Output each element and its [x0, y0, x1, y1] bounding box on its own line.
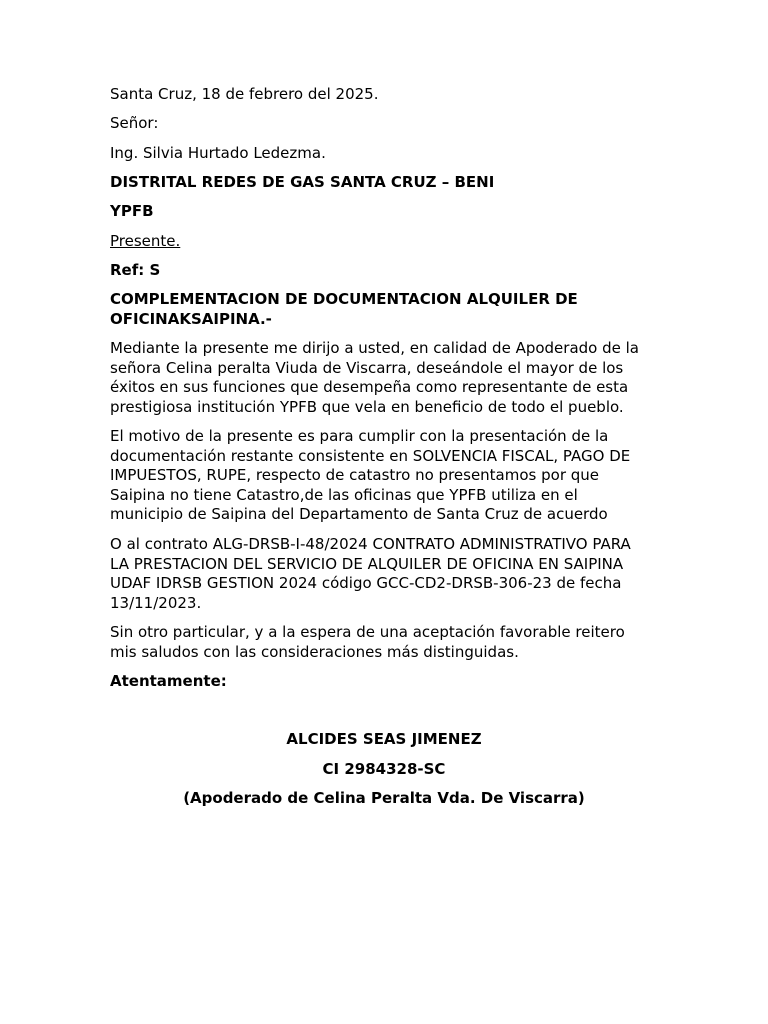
paragraph-line: señora Celina peralta Viuda de Viscarra, deseándole el mayor de los	[110, 358, 624, 377]
paragraph-contract	[110, 535, 670, 613]
paragraph-line: éxitos en sus funciones que desempeña como representante de esta	[110, 378, 629, 397]
recipient-office: DISTRITAL REDES DE GAS SANTA CRUZ – BENI	[110, 173, 495, 191]
presente-line: Presente.	[110, 232, 181, 250]
place-date: Santa Cruz, 18 de febrero del 2025.	[110, 85, 379, 103]
paragraph-line: LA PRESTACION DEL SERVICIO DE ALQUILER DE OFICINA EN SAIPINA	[110, 554, 624, 573]
closing-word: Atentamente:	[110, 672, 227, 690]
signature-name: ALCIDES SEAS JIMENEZ	[286, 730, 482, 748]
salutation: Señor:	[110, 114, 159, 132]
paragraph-line: 13/11/2023.	[110, 593, 202, 612]
paragraph-line: Saipina no tiene Catastro,de las oficinas que YPFB utiliza en el	[110, 485, 578, 504]
paragraph-intro	[110, 339, 670, 417]
signature-role: (Apoderado de Celina Peralta Vda. De Viscarra)	[183, 789, 585, 807]
paragraph-line: mis saludos con las consideraciones más distinguidas.	[110, 642, 519, 661]
subject	[110, 290, 670, 329]
paragraph-line: IMPUESTOS, RUPE, respecto de catastro no presentamos por que	[110, 466, 600, 485]
subject-line: COMPLEMENTACION DE DOCUMENTACION ALQUILER DE	[110, 290, 578, 308]
recipient-org: YPFB	[110, 202, 154, 220]
paragraph-motive	[110, 427, 670, 525]
paragraph-line: prestigiosa institución YPFB que vela en beneficio de todo el pueblo.	[110, 397, 624, 416]
recipient-name: Ing. Silvia Hurtado Ledezma.	[110, 144, 326, 162]
paragraph-line: Sin otro particular, y a la espera de una aceptación favorable reitero	[110, 623, 625, 641]
paragraph-closing	[110, 623, 670, 662]
paragraph-line: El motivo de la presente es para cumplir con la presentación de la	[110, 427, 609, 445]
paragraph-line: documentación restante consistente en SOLVENCIA FISCAL, PAGO DE	[110, 446, 631, 465]
subject-line: OFICINAKSAIPINA.-	[110, 309, 272, 328]
signature-id: CI 2984328-SC	[322, 760, 446, 778]
reference-line: Ref: S	[110, 261, 161, 279]
paragraph-line: O al contrato ALG-DRSB-I-48/2024 CONTRATO ADMINISTRATIVO PARA	[110, 535, 631, 553]
paragraph-line: UDAF IDRSB GESTION 2024 código GCC-CD2-DRSB-306-23 de fecha	[110, 574, 622, 593]
paragraph-line: Mediante la presente me dirijo a usted, en calidad de Apoderado de la	[110, 339, 639, 357]
paragraph-line: municipio de Saipina del Departamento de Santa Cruz de acuerdo	[110, 505, 608, 524]
